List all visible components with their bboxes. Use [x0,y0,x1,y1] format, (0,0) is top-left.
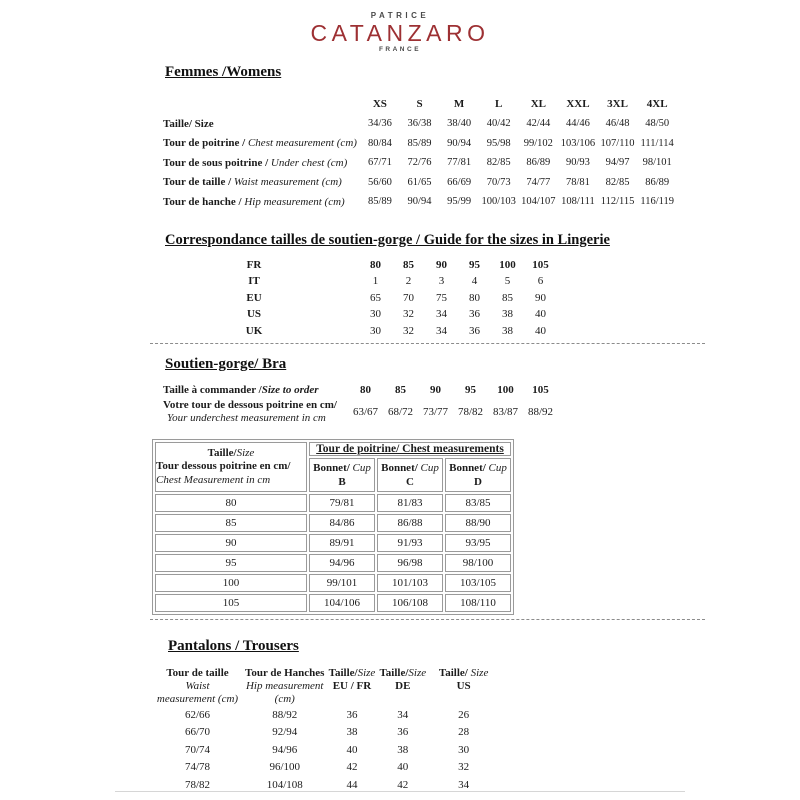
measurement-value: 44/46 [565,118,590,130]
cup-header-b: Bonnet/ Cup B [309,458,375,492]
bra-size: 85 [395,384,406,396]
underchest-range: 73/77 [422,406,449,418]
bra-size: 105 [532,384,549,396]
cup-table-size-header: Taille/Size Tour dessous poitrine en cm/ Chest Measurement in cm [155,442,307,492]
size-value: 38 [502,308,513,321]
size-value: 90 [535,291,546,304]
size-value: 80 [370,258,381,271]
table-row [155,574,511,592]
size-value: 85 [403,258,414,271]
table-row [163,134,677,154]
hip-range: 94/96 [272,743,298,756]
waist-range: 70/74 [184,743,211,756]
column-header-eu-fr: Taille/Size EU / FR [328,667,376,692]
country-label: US [246,308,262,321]
table-row [163,173,677,193]
table-row [150,724,501,742]
bra-size: 100 [497,384,514,396]
cup-range: 99/101 [309,574,375,592]
size-header: XS [372,98,387,111]
measurement-value: 77/81 [447,157,472,169]
measurement-value: 86/89 [526,157,551,169]
section-title-bra: Soutien-gorge/ Bra [165,356,287,372]
measurement-value: 99/102 [523,137,553,149]
band-size: 105 [155,594,307,612]
measurement-label: Tour de taille / Waist measurement (cm) [163,176,342,189]
table-row [224,290,557,307]
bottom-rule [115,791,685,792]
de-size: 42 [397,778,409,791]
measurement-value: 82/85 [486,157,511,169]
size-value: 75 [436,291,447,304]
measurement-value: 85/89 [407,137,432,149]
table-row [150,741,501,759]
measurement-value: 82/85 [605,176,630,188]
trousers-table-body [150,706,501,794]
measurement-value: 95/98 [486,137,511,149]
band-size: 100 [155,574,307,592]
chest-measurements-header: Tour de poitrine/ Chest measurements [309,442,511,456]
table-row [163,114,677,134]
size-value: 70 [403,291,414,304]
underchest-range: 68/72 [387,406,414,418]
size-header: M [453,98,465,111]
country-label: EU [246,291,262,304]
measurement-value: 34/36 [367,118,392,130]
de-size: 38 [397,743,409,756]
size-header: L [495,98,503,111]
size-value: 85 [502,291,513,304]
cup-range: 103/105 [445,574,511,592]
measurement-value: 90/93 [565,157,590,169]
size-value: 5 [504,275,511,288]
us-size: 26 [458,708,470,721]
table-row [155,554,511,572]
measurement-label: Tour de poitrine / Chest measurement (cm) [163,137,357,150]
size-value: 2 [405,275,412,288]
cup-header-c: Bonnet/ Cup C [377,458,443,492]
measurement-label: Tour de sous poitrine / Under chest (cm) [163,156,348,169]
brand-logo-country: FRANCE [378,46,422,53]
table-row [224,273,557,290]
table-row [163,192,677,212]
cup-header-d: Bonnet/ Cup D [445,458,511,492]
trousers-header-row [150,667,501,706]
bra-order-label: Taille à commander /Size to order [163,384,319,396]
measurement-value: 67/71 [367,157,392,169]
measurement-value: 90/94 [407,196,432,208]
country-label: IT [248,275,260,288]
table-row [155,514,511,532]
band-size: 80 [155,494,307,512]
table-row [155,534,511,552]
eu-fr-size: 38 [346,726,358,739]
de-size: 40 [397,761,409,774]
cup-range: 83/85 [445,494,511,512]
table-row [163,381,558,399]
cup-range: 86/88 [377,514,443,532]
measurement-value: 90/94 [447,137,472,149]
size-header: XL [530,98,546,111]
table-row [155,494,511,512]
underchest-range: 63/67 [352,406,379,418]
cup-range: 89/91 [309,534,375,552]
size-value: 36 [469,324,480,337]
cup-measurement-table [152,439,514,615]
empty-corner-cell [163,95,360,115]
size-value: 30 [370,324,381,337]
section-title-trousers: Pantalons / Trousers [168,638,299,654]
measurement-value: 112/115 [600,196,635,208]
measurement-value: 86/89 [645,176,670,188]
measurement-value: 70/73 [486,176,511,188]
de-size: 36 [397,726,409,739]
trousers-size-table [150,667,501,794]
cup-range: 79/81 [309,494,375,512]
size-value: 95 [469,258,480,271]
column-header-hips: Tour de Hanches Hip measurement (cm) [245,667,325,705]
cup-range: 106/108 [377,594,443,612]
measurement-value: 36/38 [407,118,432,130]
cup-range: 91/93 [377,534,443,552]
cup-range: 88/90 [445,514,511,532]
measurement-value: 104/107 [521,196,556,208]
size-header: XXL [566,98,590,111]
femmes-size-header-row [163,95,677,115]
measurement-value: 85/89 [367,196,392,208]
measurement-value: 94/97 [605,157,630,169]
cup-range: 81/83 [377,494,443,512]
us-size: 34 [458,778,470,791]
size-value: 34 [436,324,447,337]
dashed-separator [150,619,705,620]
lingerie-correspondence-table [224,257,557,340]
table-row [155,594,511,612]
dashed-separator [150,343,705,344]
table-row [150,759,501,777]
band-size: 90 [155,534,307,552]
measurement-value: 107/110 [600,137,635,149]
country-label: UK [245,324,263,337]
eu-fr-size: 36 [346,708,358,721]
eu-fr-size: 44 [346,778,358,791]
bra-size: 95 [465,384,476,396]
brand-logo-name: CATANZARO [310,20,490,46]
cup-range: 93/95 [445,534,511,552]
size-value: 30 [370,308,381,321]
size-value: 38 [502,324,513,337]
size-value: 40 [535,308,546,321]
size-value: 80 [469,291,480,304]
size-value: 32 [403,324,414,337]
measurement-value: 80/84 [367,137,392,149]
cup-table-body [155,494,511,612]
measurement-value: 98/101 [642,157,672,169]
section-title-lingerie: Correspondance tailles de soutien-gorge / Guide for the sizes in Lingerie [165,231,610,248]
measurement-value: 56/60 [367,176,392,188]
column-header-waist: Tour de taille Waist measurement (cm) [156,667,239,705]
measurement-value: 95/99 [447,196,472,208]
waist-range: 66/70 [184,726,211,739]
size-value: 34 [436,308,447,321]
femmes-table-body [163,114,677,212]
size-header: 3XL [607,98,628,111]
size-value: 90 [436,258,447,271]
cup-range: 96/98 [377,554,443,572]
size-value: 6 [537,275,544,288]
de-size: 34 [397,708,409,721]
measurement-value: 38/40 [447,118,472,130]
measurement-label: Taille/ Size [163,117,214,130]
measurement-value: 48/50 [645,118,670,130]
table-row [224,257,557,274]
bra-size-table [163,381,558,425]
measurement-label: Tour de hanche / Hip measurement (cm) [163,195,345,208]
bra-size: 80 [360,384,371,396]
measurement-value: 78/81 [565,176,590,188]
size-value: 65 [370,291,381,304]
cup-range: 108/110 [445,594,511,612]
band-size: 85 [155,514,307,532]
table-row [224,306,557,323]
column-header-us: Taille/ Size US [438,667,489,692]
hip-range: 88/92 [272,708,298,721]
hip-range: 104/108 [266,778,303,791]
size-header: 4XL [646,98,668,111]
measurement-value: 40/42 [486,118,511,130]
cup-range: 98/100 [445,554,511,572]
size-value: 1 [372,275,379,288]
bra-underchest-label: Votre tour de dessous poitrine en cm/ Your underchest measurement in cm [163,399,337,424]
waist-range: 78/82 [184,778,211,791]
size-value: 105 [532,258,549,271]
size-value: 40 [535,324,546,337]
size-value: 4 [471,275,478,288]
size-value: 3 [438,275,445,288]
us-size: 32 [458,761,470,774]
cup-range: 104/106 [309,594,375,612]
size-value: 32 [403,308,414,321]
femmes-size-table [163,95,677,212]
underchest-range: 88/92 [527,406,554,418]
table-row [224,323,557,340]
measurement-value: 72/76 [407,157,432,169]
hip-range: 92/94 [272,726,298,739]
table-row [163,153,677,173]
section-title-femmes: Femmes /Womens [165,63,282,80]
us-size: 30 [458,743,470,756]
cup-range: 101/103 [377,574,443,592]
measurement-value: 100/103 [481,196,516,208]
size-header: S [416,98,423,111]
measurement-value: 66/69 [447,176,472,188]
measurement-value: 103/106 [560,137,596,149]
band-size: 95 [155,554,307,572]
column-header-de: Taille/Size DE [379,667,427,692]
size-value: 36 [469,308,480,321]
brand-logo [0,0,800,54]
eu-fr-size: 42 [346,761,358,774]
measurement-value: 116/119 [640,196,674,208]
measurement-value: 108/111 [561,196,595,208]
country-label: FR [246,258,262,271]
size-value: 100 [499,258,516,271]
measurement-value: 111/114 [640,137,674,149]
table-row [150,706,501,724]
eu-fr-size: 40 [346,743,358,756]
bra-size: 90 [430,384,441,396]
brand-logo-top-text: PATRICE [370,11,430,20]
measurement-value: 42/44 [526,118,551,130]
measurement-value: 61/65 [407,176,432,188]
measurement-value: 74/77 [526,176,551,188]
cup-range: 84/86 [309,514,375,532]
underchest-range: 83/87 [492,406,519,418]
cup-range: 94/96 [309,554,375,572]
us-size: 28 [458,726,470,739]
measurement-value: 46/48 [605,118,630,130]
table-row [163,399,558,425]
waist-range: 62/66 [184,708,211,721]
hip-range: 96/100 [269,761,301,774]
underchest-range: 78/82 [457,406,484,418]
waist-range: 74/78 [184,761,211,774]
